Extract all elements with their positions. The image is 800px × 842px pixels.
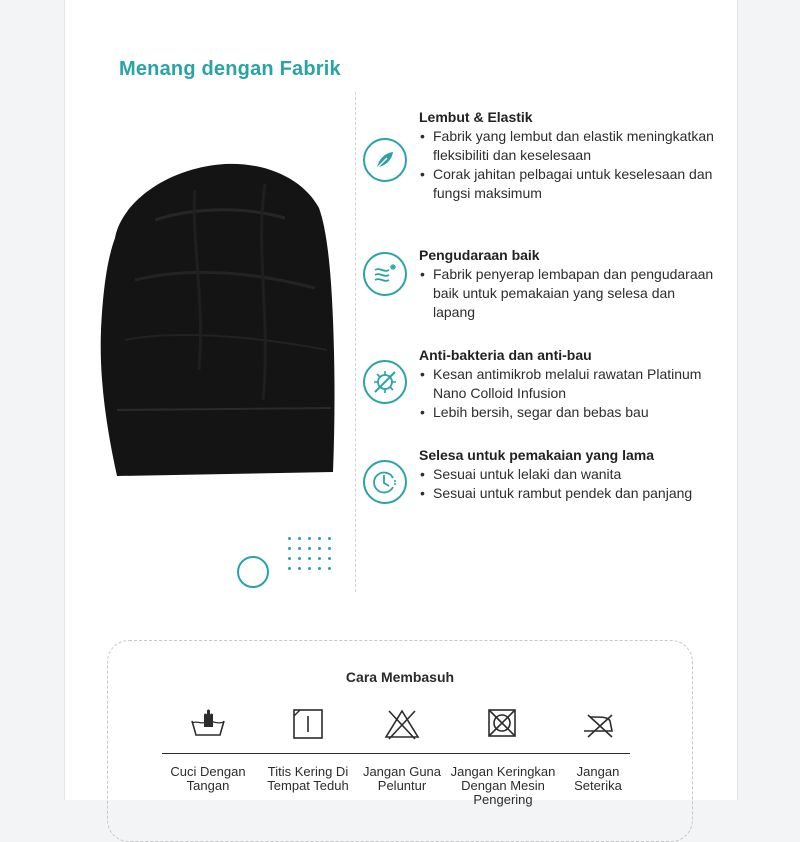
feature-bullet: • Kesan antimikrob melalui rawatan Platinum Nano Colloid Infusion	[419, 365, 719, 403]
feature-soft-elastic	[363, 108, 733, 228]
do-not-iron-icon	[578, 707, 618, 741]
decorative-dots	[285, 534, 335, 578]
feature-ventilation	[363, 246, 733, 336]
do-not-tumble-dry-icon	[482, 707, 522, 741]
clock-icon	[363, 460, 407, 504]
decorative-circle	[237, 556, 269, 588]
feature-bullet: • Sesuai untuk lelaki dan wanita	[419, 465, 719, 484]
product-cap-image	[95, 160, 343, 480]
feature-bullet: • Fabrik yang lembut dan elastik meningkatkan fleksibiliti dan keselesaan	[419, 127, 719, 165]
washing-instructions	[107, 640, 693, 842]
washing-label: Jangan Seterika	[574, 764, 622, 793]
washing-label: Jangan Keringkan Dengan Mesin Pengering	[450, 764, 556, 807]
airflow-icon	[363, 252, 407, 296]
anti-bacteria-icon	[363, 360, 407, 404]
washing-label: Cuci Dengan Tangan	[170, 764, 246, 793]
page-title: Menang dengan Fabrik	[119, 58, 341, 80]
washing-divider-line	[162, 753, 630, 754]
feature-title: Lembut & Elastik	[419, 109, 533, 125]
drip-dry-shade-icon	[288, 707, 328, 741]
feature-bullet: • Lebih bersih, segar dan bebas bau	[419, 403, 719, 422]
feather-icon	[363, 138, 407, 182]
feature-bullet: • Corak jahitan pelbagai untuk keselesaan dan fungsi maksimum	[419, 165, 719, 203]
feature-bullet: • Fabrik penyerap lembapan dan pengudaraan baik untuk pemakaian yang selesa dan lapang	[419, 265, 719, 322]
feature-title: Anti-bakteria dan anti-bau	[419, 347, 592, 363]
product-info-page	[64, 0, 738, 807]
feature-bullet: • Sesuai untuk rambut pendek dan panjang	[419, 484, 719, 503]
feature-anti-bacteria	[363, 346, 733, 436]
section-divider	[355, 92, 356, 592]
washing-label: Titis Kering Di Tempat Teduh	[267, 764, 349, 793]
feature-long-wear	[363, 446, 733, 536]
washing-label: Jangan Guna Peluntur	[362, 764, 442, 793]
feature-title: Selesa untuk pemakaian yang lama	[419, 447, 654, 463]
feature-title: Pengudaraan baik	[419, 247, 540, 263]
do-not-bleach-icon	[382, 707, 422, 741]
hand-wash-icon	[188, 707, 228, 741]
washing-title: Cara Membasuh	[345, 669, 455, 685]
